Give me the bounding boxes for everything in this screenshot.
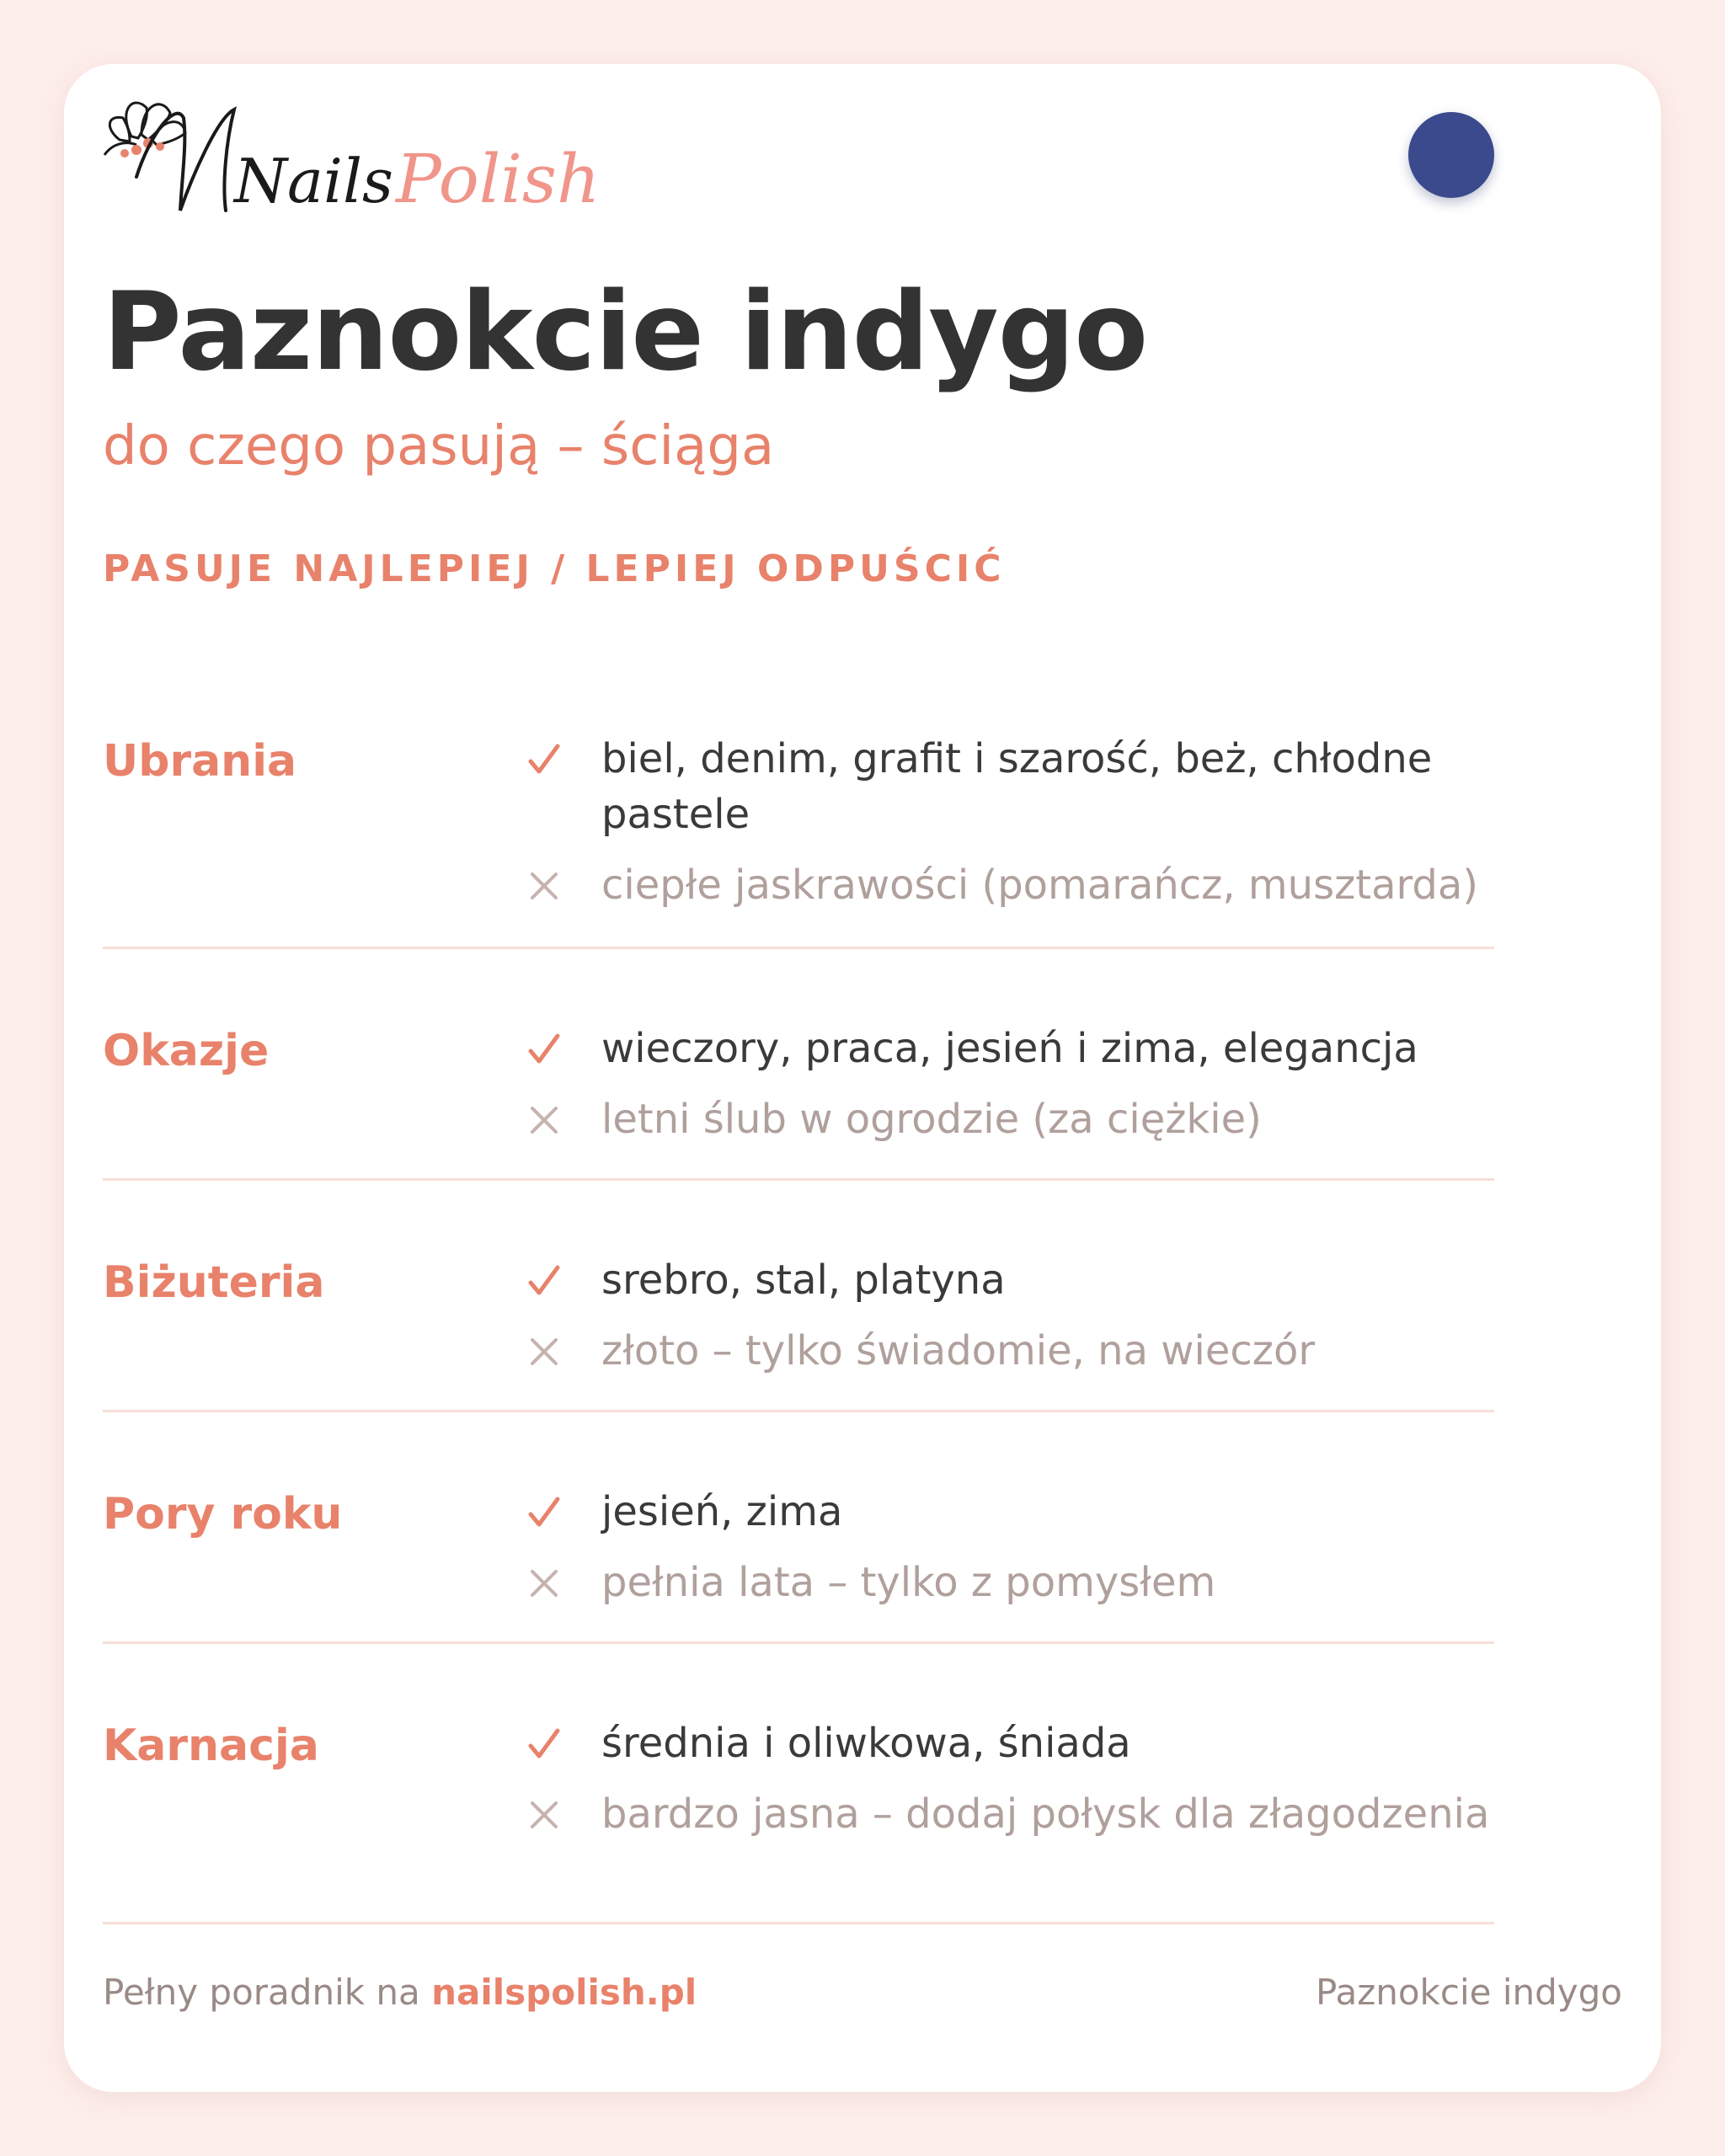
good-item-text: wieczory, praca, jesień i zima, elegancja [601,1025,1418,1072]
row-divider [103,1641,1494,1644]
bad-item-text: pełnia lata – tylko z pomysłem [601,1559,1216,1606]
cross-icon [524,1786,564,1844]
row-divider [103,1178,1494,1181]
check-icon [524,1021,564,1078]
footer-page-name: Paznokcie indygo [1316,1972,1622,2013]
good-item-text: srebro, stal, platyna [601,1257,1006,1304]
row-label: Biżuteria [103,1257,325,1308]
logo-text-polish: Polish [396,140,601,218]
row-label: Karnacja [103,1721,319,1771]
footer-guide-note [103,1967,697,2018]
check-icon [524,1484,564,1541]
good-item-text: jesień, zima [601,1488,843,1535]
row-label: Pory roku [103,1489,343,1540]
page-subtitle: do czego pasują – ściąga [103,415,775,478]
cross-icon [524,1091,564,1149]
row-divider [103,1410,1494,1412]
bad-item-text: letni ślub w ogrodzie (za ciężkie) [601,1096,1262,1143]
cross-icon [524,1555,564,1612]
section-label: PASUJE NAJLEPIEJ / LEPIEJ ODPUŚCIĆ [103,547,1006,590]
cross-icon [524,1323,564,1380]
check-icon [524,1716,564,1773]
good-item-text: biel, denim, grafit i szarość, beż, chłodne pastele [601,735,1433,838]
check-icon [524,1252,564,1310]
shell-fan-logo-icon [104,103,185,155]
footer-divider [103,1922,1494,1924]
nailspolish-logo [99,84,655,219]
row-label: Okazje [103,1026,270,1076]
logo-text-nails: Nails [234,146,393,216]
good-item-text: średnia i oliwkowa, śniada [601,1720,1131,1767]
bad-item-text: ciepłe jaskrawości (pomarańcz, musztarda) [601,862,1478,909]
row-divider [103,947,1494,949]
footer-prefix: Pełny poradnik na [103,1972,432,2013]
bad-item-text: bardzo jasna – dodaj połysk dla złagodzenia [601,1790,1490,1838]
cross-icon [524,857,564,915]
check-icon [524,731,564,788]
page-title: Paznokcie indygo [103,270,1148,395]
row-label: Ubrania [103,736,297,787]
indygo-color-swatch [1408,112,1494,198]
bad-item-text: złoto – tylko świadomie, na wieczór [601,1327,1316,1374]
footer-site-link[interactable]: nailspolish.pl [431,1972,697,2013]
